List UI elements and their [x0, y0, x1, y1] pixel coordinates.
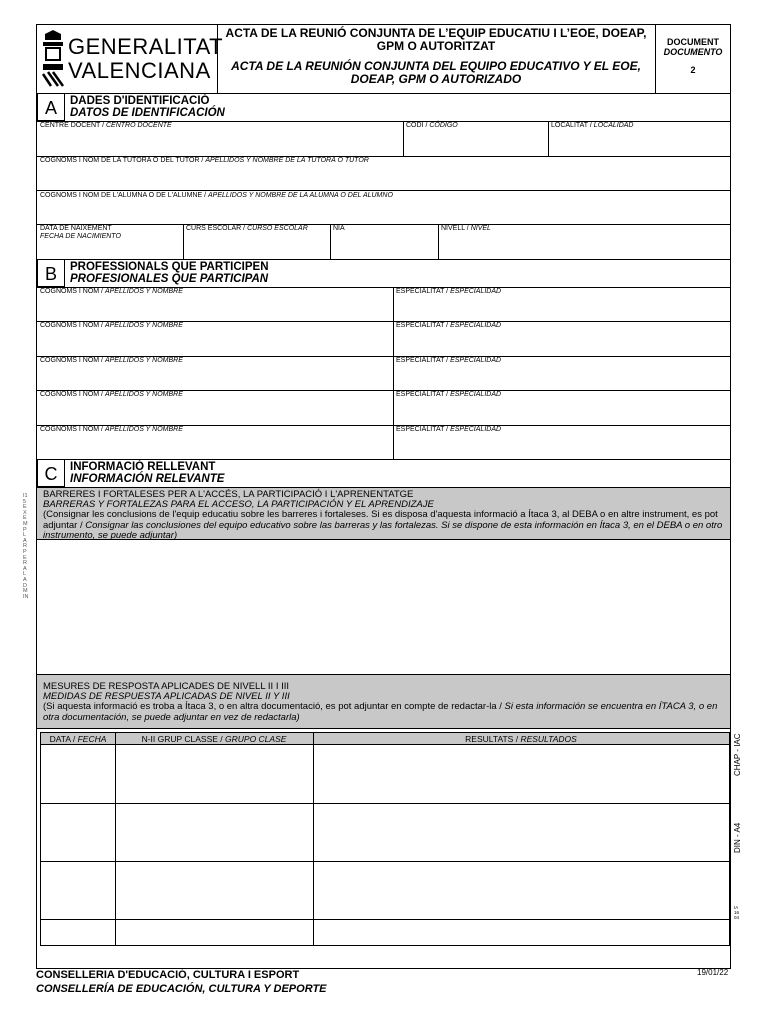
side-code-left: I15EXEMPLARPERALADMIN — [23, 493, 29, 600]
side-label-din: DIN - A4 — [733, 822, 742, 853]
section-b-letter: B — [37, 259, 65, 287]
section-c-letter: C — [37, 459, 65, 487]
professional-row[interactable] — [37, 287, 730, 321]
locality-label: LOCALITAT / LOCALIDAD — [551, 122, 634, 129]
professional-row[interactable] — [37, 356, 730, 390]
generalitat-logo — [37, 25, 224, 93]
measures-note: (Si aquesta informació es troba a Ítaca 3, o en altra documentació, es pot adjuntar en compte de redactar-la / Si esta información se encuentra en ÍTACA 3, o en otra documentación, se puede adjuntar en vez de redactarla) — [43, 701, 718, 723]
professional-name-label: COGNOMS I NOM / APELLIDOS Y NOMBRE — [40, 288, 183, 295]
centre-label: CENTRE DOCENT / CENTRO DOCENTE — [40, 122, 172, 129]
section-b-title-va: PROFESSIONALS QUE PARTICIPEN — [70, 261, 269, 273]
section-a-letter: A — [37, 93, 65, 121]
student-label: COGNOMS I NOM DE L'ALUMNA O DE L'ALUMNE / APELLIDOS Y NOMBRE DE LA ALUMNA O DEL ALUMNO — [40, 192, 393, 199]
table-header-date: DATA / FECHA — [49, 734, 107, 744]
section-b-title-es: PROFESIONALES QUE PARTICIPAN — [70, 273, 269, 285]
professional-row[interactable] — [37, 390, 730, 424]
doc-label-va: DOCUMENT — [667, 37, 719, 47]
form-frame — [36, 24, 731, 969]
footer-date: 19/01/22 — [697, 968, 729, 977]
section-a-title-es: DATOS DE IDENTIFICACIÓN — [70, 107, 225, 119]
table-row[interactable] — [41, 746, 729, 803]
barriers-note: (Consignar les conclusions de l'equip educatiu sobre les barreres i fortaleses. Si es disposa d'aquesta informació a Ítaca 3, al DEBA o en altre instrument, es pot adjuntar / Consignar las conclusiones del equipo educativo sobre las barreras y las fortalezas. Si se dispone de esta información en Ítaca 3, en el DEBA o en otro instrumento, se puede adjuntar) — [43, 509, 723, 541]
nia-label: NIA — [333, 225, 345, 232]
header — [37, 25, 730, 93]
doc-title — [221, 27, 651, 91]
code-label: CODI / CÓDIGO — [406, 122, 458, 129]
level-label: NIVELL / NIVEL — [441, 225, 491, 232]
section-c-title-va: INFORMACIÓ RELLEVANT — [70, 461, 216, 473]
table-row[interactable] — [41, 804, 729, 861]
measures-heading-va: MESURES DE RESPOSTA APLICADES DE NIVELL II I III — [43, 681, 290, 692]
school-year-label: CURS ESCOLAR / CURSO ESCOLAR — [186, 225, 308, 232]
table-header-group: N-II GRUP CLASSE / GRUPO CLASE — [141, 734, 287, 744]
measures-table — [40, 732, 730, 946]
section-a-title-va: DADES D'IDENTIFICACIÓ — [70, 95, 210, 107]
doc-number-box — [656, 25, 730, 93]
section-c-title-es: INFORMACIÓN RELEVANTE — [70, 473, 225, 485]
professional-specialty-label: ESPECIALITAT / ESPECIALIDAD — [396, 425, 502, 433]
professional-row[interactable] — [37, 425, 730, 459]
professional-specialty-label: ESPECIALITAT / ESPECIALIDAD — [396, 391, 502, 399]
doc-label-es: DOCUMENTO — [663, 47, 723, 57]
side-label-chap: CHAP - IAC — [733, 733, 742, 776]
doc-title-es: ACTA DE LA REUNIÓN CONJUNTA DEL EQUIPO EDUCATIVO Y EL EOE, DOEAP, GPM O AUTORIZADO — [231, 59, 641, 86]
table-row[interactable] — [41, 862, 729, 919]
birthdate-label: DATA DE NAIXEMENT FECHA DE NACIMIENTO — [40, 225, 121, 240]
doc-title-va: ACTA DE LA REUNIÓ CONJUNTA DE L’EQUIP EDUCATIU I L’EOE, DOEAP, GPM O AUTORITZAT — [225, 26, 647, 53]
professional-specialty-label: ESPECIALITAT / ESPECIALIDAD — [396, 356, 502, 364]
barriers-textarea[interactable] — [37, 540, 730, 674]
professional-specialty-label: ESPECIALITAT / ESPECIALIDAD — [396, 322, 502, 330]
tutor-label: COGNOMS I NOM DE LA TUTORA O DEL TUTOR / APELLIDOS Y NOMBRE DE LA TUTORA O TUTOR — [40, 157, 369, 164]
side-label-small: IA 16 04 — [734, 905, 740, 920]
barriers-heading-va: BARRERES I FORTALESES PER A L'ACCÉS, LA PARTICIPACIÓ I L'APRENENTATGE — [43, 489, 414, 500]
professional-name-label: COGNOMS I NOM / APELLIDOS Y NOMBRE — [40, 391, 183, 399]
org-name-line1: GENERALITAT — [68, 34, 224, 59]
professional-name-label: COGNOMS I NOM / APELLIDOS Y NOMBRE — [40, 356, 183, 364]
crest-icon — [41, 30, 65, 88]
barriers-heading-es: BARRERAS Y FORTALEZAS PARA EL ACCESO, LA PARTICIPACIÓN Y EL APRENDIZAJE — [43, 499, 434, 510]
professional-row[interactable] — [37, 321, 730, 355]
org-name-line2: VALENCIANA — [68, 58, 211, 83]
professional-name-label: COGNOMS I NOM / APELLIDOS Y NOMBRE — [40, 322, 183, 330]
professional-specialty-label: ESPECIALITAT / ESPECIALIDAD — [396, 288, 502, 295]
doc-number: 2 — [690, 65, 696, 75]
professional-name-label: COGNOMS I NOM / APELLIDOS Y NOMBRE — [40, 425, 183, 433]
measures-heading-es: MEDIDAS DE RESPUESTA APLICADAS DE NIVEL II Y III — [43, 691, 290, 702]
footer-ministry-es: CONSELLERÍA DE EDUCACIÓN, CULTURA Y DEPORTE — [36, 983, 327, 995]
footer-ministry-va: CONSELLERIA D'EDUCACIÓ, CULTURA I ESPORT — [36, 969, 300, 981]
table-header-results: RESULTATS / RESULTADOS — [465, 734, 577, 744]
